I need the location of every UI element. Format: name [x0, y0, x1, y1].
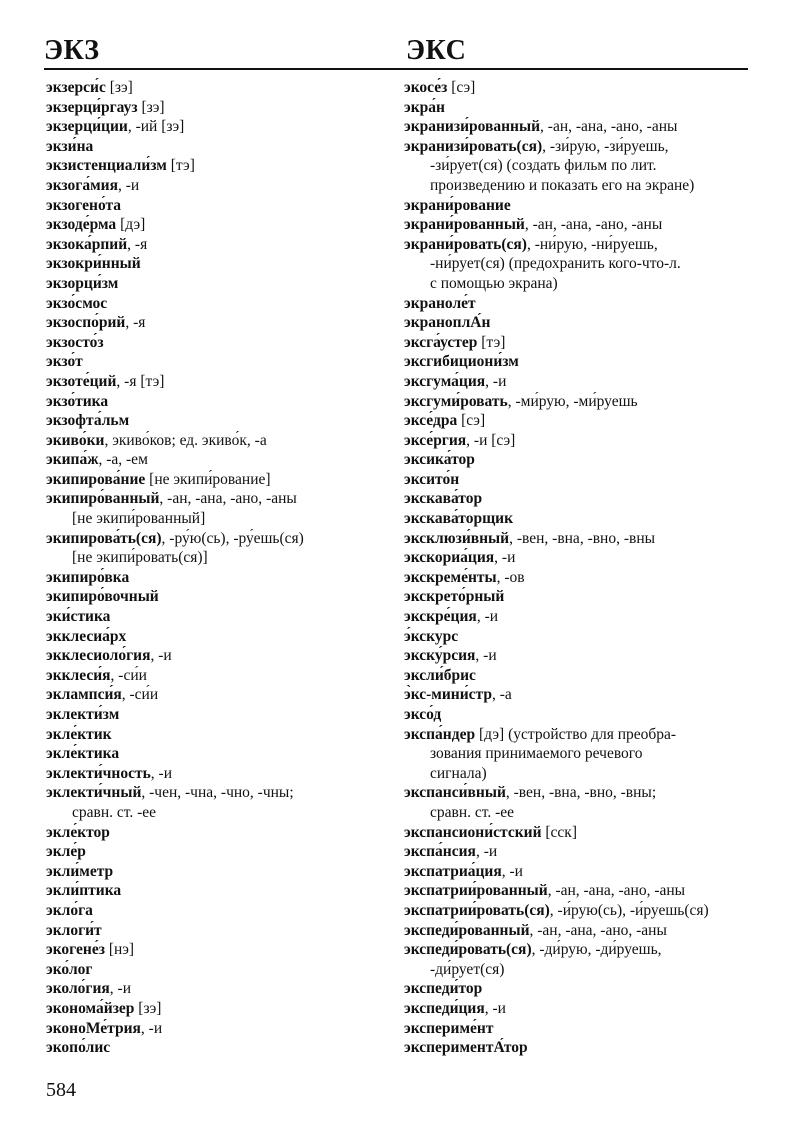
entry-forms: , -и́рую(сь), -и́руешь(ся) — [549, 901, 709, 919]
dictionary-entry — [46, 98, 391, 118]
entry-headword: эксо́д — [404, 706, 442, 723]
entry-headword: экипиро́ванный — [46, 490, 160, 508]
entry-headword: экле́ктика — [46, 745, 120, 763]
dictionary-entry — [404, 196, 749, 216]
dictionary-entry — [46, 607, 391, 627]
entry-forms: зования принимаемого речевого — [430, 745, 643, 763]
dictionary-entry — [46, 489, 391, 509]
entry-forms: сравн. ст. -ее — [72, 803, 157, 821]
entry-headword: экскреме́нты — [404, 568, 497, 586]
entry-headword: экзосто́з — [46, 333, 104, 351]
header-rule — [44, 68, 748, 70]
dictionary-entry — [404, 215, 749, 235]
entry-headword: экли́птика — [46, 882, 122, 900]
dictionary-entry — [404, 333, 749, 353]
dictionary-entry — [404, 137, 749, 157]
entry-headword: экскава́торщик — [404, 510, 514, 528]
entry-headword: экрани́рование — [404, 196, 511, 214]
entry-headword: эксе́ргия — [404, 431, 467, 449]
entry-forms: , -ов — [496, 568, 525, 586]
entry-headword: экклесиоло́гия — [46, 647, 151, 665]
dictionary-entry — [404, 294, 749, 314]
entry-headword: экспатриа́ция — [404, 862, 502, 880]
entry-headword: экспатрии́рованный — [404, 882, 548, 900]
entry-headword: эксгуми́ровать — [404, 392, 508, 410]
entry-headword: экло́га — [46, 901, 93, 919]
entry-headword: экзоте́ций — [46, 372, 117, 390]
left-column — [46, 78, 391, 1058]
entry-forms: -зи́рует(ся) (создать фильм по лит. — [430, 157, 657, 175]
entry-headword: экле́ктор — [46, 823, 110, 841]
entry-forms: , -и — [150, 647, 172, 665]
entry-headword: эксе́дра — [404, 412, 458, 430]
entry-forms: [сэ] — [457, 412, 486, 430]
dictionary-entry — [46, 744, 391, 764]
dictionary-entry — [46, 411, 391, 431]
entry-headword: экспатрии́ровать(ся) — [404, 901, 550, 919]
dictionary-entry — [46, 764, 391, 784]
entry-forms: сравн. ст. -ее — [430, 803, 515, 821]
entry-forms: -ди́рует(ся) — [430, 960, 505, 978]
entry-forms: , -ий [зэ] — [127, 118, 185, 136]
entry-headword: экипиро́вочный — [46, 588, 159, 606]
dictionary-entry — [404, 392, 749, 412]
entry-forms: [зэ] — [105, 79, 133, 96]
entry-forms: , -и — [475, 843, 498, 861]
entry-forms: , -и — [485, 372, 507, 390]
entry-headword: экклесиа́рх — [46, 627, 127, 645]
entry-headword: экзокри́нный — [46, 255, 141, 273]
entry-headword: экзогено́та — [46, 196, 122, 214]
entry-headword: экзога́мия — [46, 176, 118, 194]
entry-forms: [сэ] — [447, 79, 476, 96]
entry-headword: экзерси́с — [46, 79, 106, 96]
entry-headword: экзо́т — [46, 353, 83, 371]
entry-forms: , -и — [476, 608, 499, 626]
entry-headword: э́кскурс — [404, 627, 459, 645]
entry-headword: эксли́брис — [404, 666, 476, 684]
entry-headword: экипиро́вка — [46, 568, 130, 586]
entry-headword: эконома́йзер — [46, 999, 135, 1017]
entry-headword: экзи́на — [46, 137, 94, 155]
entry-headword: экипирова́ть(ся) — [46, 529, 162, 547]
dictionary-entry — [46, 274, 391, 294]
entry-forms: [дэ] (устройство для преобра- — [475, 725, 677, 743]
entry-headword: экосе́з — [404, 79, 448, 96]
dictionary-entry — [46, 196, 391, 216]
entry-continuation — [404, 176, 749, 196]
entry-forms: , -си́и — [121, 686, 159, 704]
dictionary-entry — [404, 372, 749, 392]
dictionary-entry — [404, 862, 749, 882]
running-header-left: ЭКЗ — [44, 35, 100, 66]
entry-headword: экспа́нсия — [404, 843, 476, 861]
dictionary-entry — [46, 1019, 391, 1039]
entry-headword: эклекти́чность — [46, 764, 151, 782]
entry-forms: , -ан, -ана, -ано, -аны — [159, 490, 297, 508]
entry-headword: экзистенциали́зм — [46, 157, 167, 175]
dictionary-entry — [46, 117, 391, 137]
dictionary-entry — [46, 881, 391, 901]
entry-forms: , экиво́ков; ед. экиво́к, -а — [104, 431, 267, 449]
right-column — [404, 78, 749, 1058]
entry-headword: эксга́устер — [404, 333, 478, 351]
entry-forms: [не экипи́ровать(ся)] — [72, 549, 208, 567]
entry-headword: экспеди́тор — [404, 980, 483, 998]
dictionary-entry — [404, 568, 749, 588]
entry-forms: [тэ] — [166, 157, 195, 175]
entry-headword: эксгибициони́зм — [404, 353, 519, 371]
entry-headword: экспериме́нт — [404, 1019, 494, 1037]
entry-headword: э̀кс-мини́стр — [404, 686, 492, 704]
entry-headword: экспеди́ровать(ся) — [404, 941, 532, 959]
dictionary-entry — [46, 333, 391, 353]
entry-headword: экскориа́ция — [404, 549, 495, 567]
dictionary-entry — [404, 646, 749, 666]
entry-headword: эки́стика — [46, 608, 111, 626]
dictionary-entry — [46, 901, 391, 921]
entry-headword: экскре́ция — [404, 608, 477, 626]
entry-forms: [дэ] — [116, 216, 146, 234]
entry-forms: , -я — [125, 314, 146, 332]
entry-headword: экра́н — [404, 98, 445, 116]
dictionary-entry — [404, 921, 749, 941]
entry-forms: , -ру́ю(сь), -ру́ешь(ся) — [161, 529, 304, 547]
dictionary-entry — [46, 999, 391, 1019]
entry-headword: эклекти́чный — [46, 784, 142, 802]
dictionary-entry — [46, 646, 391, 666]
entry-headword: экраноле́т — [404, 294, 476, 312]
entry-headword: эко́лог — [46, 960, 93, 978]
dictionary-entry — [404, 313, 749, 333]
dictionary-entry — [404, 411, 749, 431]
dictionary-entry — [404, 98, 749, 118]
dictionary-entry — [46, 450, 391, 470]
entry-forms: [сск] — [541, 823, 578, 841]
entry-forms: , -и — [484, 999, 506, 1017]
entry-forms: [зэ] — [134, 999, 162, 1017]
dictionary-entry — [404, 587, 749, 607]
dictionary-entry — [46, 842, 391, 862]
dictionary-entry — [46, 685, 391, 705]
dictionary-entry — [404, 940, 749, 960]
entry-headword: экзо́смос — [46, 294, 108, 312]
entry-forms: сигнала) — [430, 764, 487, 782]
dictionary-entry — [404, 725, 749, 745]
entry-headword: эконоМе́трия — [46, 1019, 141, 1037]
entry-forms: -ни́рует(ся) (предохранить кого-что-л. — [430, 255, 681, 273]
dictionary-entry — [404, 117, 749, 137]
entry-headword: экзока́рпий — [46, 235, 128, 253]
dictionary-entry — [46, 725, 391, 745]
entry-headword: экрани́рованный — [404, 216, 525, 234]
entry-continuation — [404, 254, 749, 274]
dictionary-entry — [46, 431, 391, 451]
dictionary-entry — [46, 137, 391, 157]
entry-forms: , -и — [109, 980, 131, 998]
entry-continuation — [404, 744, 749, 764]
dictionary-entry — [46, 352, 391, 372]
entry-forms: [зэ] — [137, 98, 165, 116]
entry-forms: , -вен, -вна, -вно, -вны — [509, 529, 656, 547]
entry-headword: экклеси́я — [46, 666, 111, 684]
entry-headword: экзо́тика — [46, 392, 109, 410]
dictionary-entry — [404, 823, 749, 843]
dictionary-entry — [46, 235, 391, 255]
entry-headword: эксика́тор — [404, 451, 475, 469]
entry-forms: [не экипи́рованный] — [72, 510, 206, 528]
entry-headword: эклампси́я — [46, 686, 122, 704]
entry-forms: , -вен, -вна, -вно, -вны; — [505, 784, 657, 802]
dictionary-entry — [404, 450, 749, 470]
entry-headword: экзоде́рма — [46, 216, 117, 234]
entry-headword: эксгума́ция — [404, 372, 486, 390]
entry-forms: , -си́и — [110, 666, 147, 684]
entry-headword: экраноплА́н — [404, 314, 491, 332]
entry-forms: , -ан, -ана, -ано, -аны — [540, 118, 678, 136]
entry-headword: эколо́гия — [46, 980, 110, 998]
entry-forms: , -и — [475, 647, 497, 665]
entry-headword: экопо́лис — [46, 1039, 111, 1057]
entry-headword: экспа́ндер — [404, 725, 476, 743]
dictionary-entry — [404, 783, 749, 803]
dictionary-entry — [46, 156, 391, 176]
entry-forms: , -и [сэ] — [466, 431, 516, 449]
entry-headword: экспанси́вный — [404, 784, 506, 802]
dictionary-entry — [46, 960, 391, 980]
entry-forms: , -и — [117, 176, 140, 194]
entry-continuation — [404, 764, 749, 784]
entry-forms: [тэ] — [477, 333, 506, 351]
dictionary-entry — [404, 489, 749, 509]
entry-headword: экзерци́ргауз — [46, 98, 138, 116]
entry-headword: экспеди́рованный — [404, 921, 530, 939]
dictionary-entry — [46, 587, 391, 607]
dictionary-entry — [46, 313, 391, 333]
entry-headword: эксито́н — [404, 470, 460, 488]
dictionary-entry — [46, 568, 391, 588]
dictionary-entry — [404, 627, 749, 647]
entry-forms: , -а — [491, 686, 512, 704]
entry-headword: экранизи́ровать(ся) — [404, 137, 543, 155]
entry-forms: с помощью экрана) — [430, 274, 558, 292]
dictionary-entry — [46, 823, 391, 843]
entry-forms: , -а, -ем — [98, 451, 148, 469]
entry-headword: экрани́ровать(ся) — [404, 235, 527, 253]
entry-forms: , -зи́рую, -зи́руешь, — [542, 137, 669, 155]
entry-headword: экле́р — [46, 843, 86, 861]
entry-headword: экспериментА́тор — [404, 1039, 528, 1057]
dictionary-entry — [404, 685, 749, 705]
dictionary-entry — [404, 1019, 749, 1039]
dictionary-entry — [404, 881, 749, 901]
entry-headword: экскрето́рный — [404, 588, 505, 606]
entry-continuation — [404, 156, 749, 176]
dictionary-entry — [46, 1038, 391, 1058]
entry-forms: , -ми́рую, -ми́руешь — [507, 392, 638, 410]
page-number: 584 — [46, 1079, 76, 1101]
entry-headword: экспеди́ция — [404, 999, 485, 1017]
dictionary-entry — [404, 78, 749, 98]
dictionary-entry — [46, 294, 391, 314]
entry-headword: экскава́тор — [404, 490, 483, 508]
dictionary-entry — [46, 254, 391, 274]
dictionary-entry — [46, 979, 391, 999]
dictionary-entry — [404, 548, 749, 568]
entry-headword: экранизи́рованный — [404, 118, 541, 136]
running-header — [44, 34, 748, 68]
dictionary-entry — [46, 783, 391, 803]
dictionary-entry — [404, 529, 749, 549]
dictionary-entry — [46, 529, 391, 549]
entry-forms: , -чен, -чна, -чно, -чны; — [141, 784, 294, 802]
dictionary-entry — [46, 862, 391, 882]
dictionary-entry — [404, 901, 749, 921]
entry-headword: экипа́ж — [46, 451, 99, 469]
entry-forms: [не экипи́рование] — [145, 470, 271, 488]
dictionary-entry — [404, 979, 749, 999]
dictionary-entry — [46, 705, 391, 725]
entry-headword: экипирова́ние — [46, 470, 146, 488]
entry-forms: , -ни́рую, -ни́руешь, — [526, 235, 658, 253]
entry-forms: , -я [тэ] — [116, 372, 165, 390]
entry-forms: , -и — [494, 549, 516, 567]
dictionary-entry — [46, 176, 391, 196]
dictionary-entry — [46, 372, 391, 392]
entry-forms: , -ан, -ана, -ано, -аны — [547, 882, 686, 900]
entry-continuation — [46, 509, 391, 529]
entry-headword: экле́ктик — [46, 725, 112, 743]
entry-headword: экзоспо́рий — [46, 314, 126, 332]
dictionary-entry — [46, 392, 391, 412]
dictionary-entry — [404, 431, 749, 451]
entry-continuation — [46, 548, 391, 568]
dictionary-entry — [46, 921, 391, 941]
entry-headword: экиво́ки — [46, 431, 105, 449]
dictionary-entry — [404, 705, 749, 725]
entry-headword: экли́метр — [46, 862, 114, 880]
dictionary-entry — [404, 509, 749, 529]
entry-headword: экзерци́ции — [46, 118, 128, 136]
entry-headword: эклоги́т — [46, 921, 102, 939]
entry-forms: , -и — [140, 1019, 163, 1037]
entry-forms: произведению и показать его на экране) — [430, 176, 695, 194]
dictionary-entry — [46, 940, 391, 960]
entry-headword: экогене́з — [46, 941, 105, 959]
entry-forms: , -ан, -ана, -ано, -аны — [524, 216, 663, 234]
entry-continuation — [404, 274, 749, 294]
entry-forms: , -ан, -ана, -ано, -аны — [529, 921, 667, 939]
dictionary-entry — [404, 352, 749, 372]
entry-forms: , -ди́рую, -ди́руешь, — [531, 941, 662, 959]
dictionary-entry — [46, 666, 391, 686]
entry-headword: эксклюзи́вный — [404, 529, 510, 547]
dictionary-entry — [404, 607, 749, 627]
entry-forms: [нэ] — [104, 941, 135, 959]
dictionary-entry — [404, 470, 749, 490]
entry-headword: экзорци́зм — [46, 274, 119, 292]
dictionary-entry — [46, 470, 391, 490]
dictionary-entry — [404, 1038, 749, 1058]
entry-forms: , -и — [150, 764, 173, 782]
dictionary-entry — [46, 627, 391, 647]
dictionary-entry — [404, 999, 749, 1019]
entry-headword: экспансиони́стский — [404, 823, 542, 841]
dictionary-entry — [404, 666, 749, 686]
dictionary-entry — [46, 215, 391, 235]
entry-continuation — [46, 803, 391, 823]
entry-forms: , -и — [501, 862, 523, 880]
running-header-right: ЭКС — [406, 35, 467, 66]
dictionary-entry — [404, 842, 749, 862]
entry-headword: экзофта́льм — [46, 412, 130, 430]
dictionary-entry — [404, 235, 749, 255]
entry-headword: экску́рсия — [404, 647, 476, 665]
entry-continuation — [404, 960, 749, 980]
entry-forms: , -я — [127, 235, 148, 253]
entry-continuation — [404, 803, 749, 823]
entry-headword: эклекти́зм — [46, 706, 120, 723]
dictionary-entry — [46, 78, 391, 98]
